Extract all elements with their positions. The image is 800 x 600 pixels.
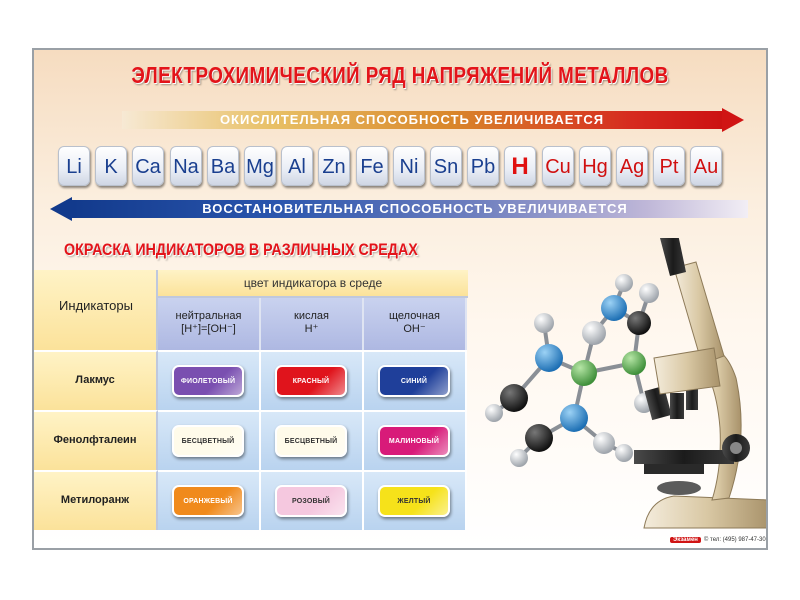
metal-tile-pb: Pb (467, 146, 499, 186)
arrow-left-icon (50, 197, 72, 221)
metal-tile-ca: Ca (132, 146, 164, 186)
indicator-color-chip: БЕСЦВЕТНЫЙ (172, 425, 244, 457)
indicator-row-label (34, 410, 158, 470)
column-header-name: щелочная (389, 310, 440, 322)
indicators-header (34, 270, 158, 350)
arrow-right-icon (722, 108, 744, 132)
indicators-header-label: Индикаторы (59, 298, 133, 313)
indicator-color-chip: КРАСНЫЙ (275, 365, 347, 397)
oxidation-arrow (122, 111, 744, 129)
molecule-atoms (485, 274, 659, 467)
metal-tile-fe: Fe (356, 146, 388, 186)
indicator-color-cell (364, 410, 467, 470)
metal-tile-ag: Ag (616, 146, 648, 186)
indicator-color-cell (158, 410, 261, 470)
column-header-formula: [H⁺]=[OH⁻] (181, 323, 236, 335)
indicator-color-cell (261, 350, 364, 410)
poster (32, 48, 768, 550)
indicator-name: Лакмус (75, 374, 115, 386)
metal-tile-k: K (95, 146, 127, 186)
indicator-section-title: ОКРАСКА ИНДИКАТОРОВ В РАЗЛИЧНЫХ СРЕДАХ (64, 240, 418, 259)
indicator-row-label (34, 470, 158, 530)
indicator-name: Метилоранж (60, 494, 130, 506)
indicator-color-cell (364, 470, 467, 530)
poster-title: ЭЛЕКТРОХИМИЧЕСКИЙ РЯД НАПРЯЖЕНИЙ МЕТАЛЛОВ (131, 62, 669, 88)
metal-tile-h: H (504, 146, 536, 186)
microscope (634, 238, 768, 528)
indicator-color-chip: РОЗОВЫЙ (275, 485, 347, 517)
metal-tile-na: Na (170, 146, 202, 186)
indicator-color-cell (261, 470, 364, 530)
metal-tile-li: Li (58, 146, 90, 186)
indicator-color-chip: ОРАНЖЕВЫЙ (172, 485, 244, 517)
environment-column-header (364, 298, 467, 350)
metal-tile-hg: Hg (579, 146, 611, 186)
metal-tile-al: Al (281, 146, 313, 186)
indicator-color-cell (261, 410, 364, 470)
indicator-color-cell (364, 350, 467, 410)
publisher-credit (670, 537, 766, 543)
column-header-formula: H⁺ (304, 323, 319, 335)
environment-header: цвет индикатора в среде (158, 270, 468, 298)
indicator-row-label (34, 350, 158, 410)
column-header-name: нейтральная (175, 310, 242, 322)
indicator-color-cell (158, 350, 261, 410)
oxidation-arrow-label: ОКИСЛИТЕЛЬНАЯ СПОСОБНОСТЬ УВЕЛИЧИВАЕТСЯ (219, 112, 605, 127)
metal-tile-cu: Cu (542, 146, 574, 186)
environment-column-header (261, 298, 364, 350)
indicator-color-chip: ФИОЛЕТОВЫЙ (172, 365, 244, 397)
environment-column-header (158, 298, 261, 350)
metal-tile-ba: Ba (207, 146, 239, 186)
publisher-logo: Экзамен (670, 537, 701, 543)
publisher-phone: © тел: (495) 987-47-30 (703, 537, 766, 543)
metal-tile-mg: Mg (244, 146, 276, 186)
indicator-color-chip: МАЛИНОВЫЙ (378, 425, 450, 457)
column-header-formula: OH⁻ (403, 323, 426, 335)
indicator-name: Фенолфталеин (53, 434, 137, 446)
indicator-color-chip: СИНИЙ (378, 365, 450, 397)
indicator-table (34, 270, 468, 522)
reduction-arrow (50, 200, 748, 218)
metal-tile-ni: Ni (393, 146, 425, 186)
indicator-color-chip: БЕСЦВЕТНЫЙ (275, 425, 347, 457)
column-header-name: кислая (294, 310, 329, 322)
metal-tile-sn: Sn (430, 146, 462, 186)
reduction-arrow-label: ВОССТАНОВИТЕЛЬНАЯ СПОСОБНОСТЬ УВЕЛИЧИВАЕТСЯ (202, 201, 628, 216)
lab-illustration (474, 238, 768, 538)
metal-tile-pt: Pt (653, 146, 685, 186)
metal-tile-au: Au (690, 146, 722, 186)
indicator-color-chip: ЖЕЛТЫЙ (378, 485, 450, 517)
metal-tile-zn: Zn (318, 146, 350, 186)
indicator-color-cell (158, 470, 261, 530)
